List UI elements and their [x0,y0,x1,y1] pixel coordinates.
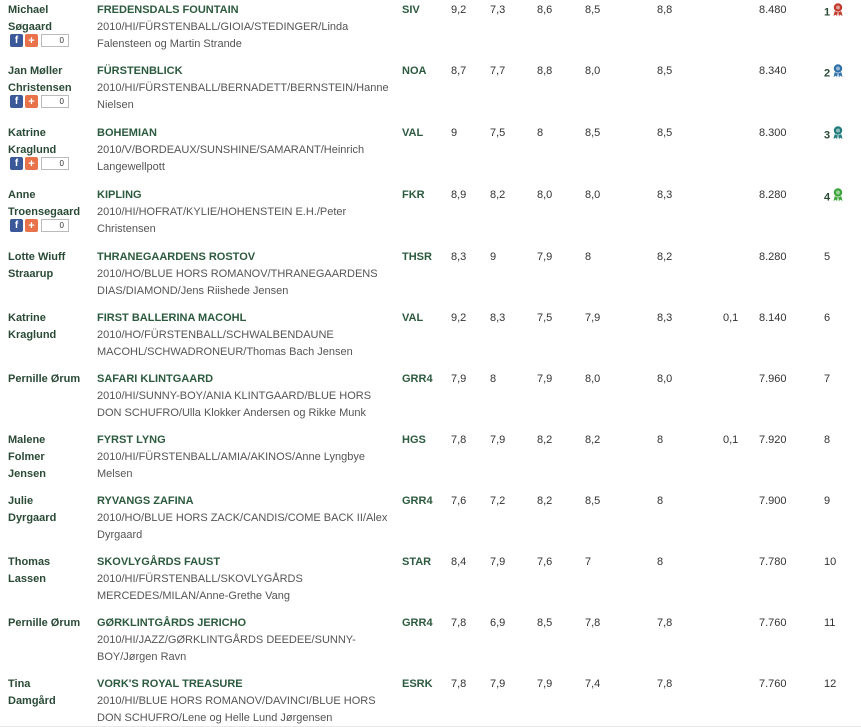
total-score: 7.920 [759,434,787,446]
score-2: 8 [490,373,497,385]
total-score: 7.760 [759,678,787,690]
placement-number: 11 [824,617,836,629]
score-3: 8,2 [537,495,553,507]
score-4: 8,0 [585,65,601,77]
horse-name[interactable]: FÜRSTENBLICK [97,65,183,77]
placement-number: 12 [824,678,837,690]
pedigree-line: 2010/HI/JAZZ/GØRKLINTGÅRDS DEEDEE/SUNNY- [97,634,356,646]
rider-name-line: Folmer [8,451,45,463]
horse-name[interactable]: RYVANGS ZAFINA [97,495,194,507]
penalty: 0,1 [723,434,739,446]
total-score: 8.280 [759,251,787,263]
social-share-bar [10,95,69,108]
score-4: 8,2 [585,434,601,446]
placement-number: 2 [824,67,831,80]
score-2: 7,7 [490,65,506,77]
rider-name-line: Dyrgaard [8,512,57,524]
placement [824,493,830,510]
pedigree-line: 2010/HI/BLUE HORS ROMANOV/DAVINCI/BLUE HORS [97,695,376,707]
rider-name-line: Søgaard [8,21,53,33]
rosette-icon [832,2,844,23]
horse-name[interactable]: FIRST BALLERINA MACOHL [97,312,247,324]
score-1: 8,9 [451,189,467,201]
pedigree-line: 2010/V/BORDEAUX/SUNSHINE/SAMARANT/Heinrich [97,144,365,156]
score-1: 9 [451,127,458,139]
pedigree-line: Melsen [97,468,133,480]
rider-name-line: Katrine [8,127,46,139]
score-5: 8 [657,495,664,507]
placement-number: 9 [824,495,831,507]
score-3: 7,9 [537,373,553,385]
google-plus-share-icon[interactable]: + [25,219,38,232]
score-1: 8,4 [451,556,467,568]
facebook-share-icon[interactable]: f [10,219,23,232]
score-5: 7,8 [657,617,673,629]
placement-number: 5 [824,251,831,263]
pedigree-line: 2010/HI/FÜRSTENBALL/AMIA/AKINOS/Anne Lyngbye [97,451,365,463]
pedigree-line: 2010/HO/FÜRSTENBALL/SCHWALBENDAUNE [97,329,334,341]
rider-name-line: Kraglund [8,144,57,156]
rider-name[interactable] [8,371,90,388]
horse-cell [97,615,392,666]
total-score: 8.140 [759,312,787,324]
social-share-bar [10,34,69,47]
horse-name[interactable]: THRANEGAARDENS ROSTOV [97,251,256,263]
horse-cell [97,676,392,727]
social-share-bar [10,219,69,232]
club-code: NOA [402,65,427,77]
total-score: 7.780 [759,556,787,568]
total-score: 8.300 [759,127,787,139]
score-3: 7,9 [537,251,553,263]
horse-name[interactable]: FYRST LYNG [97,434,166,446]
share-count: 0 [41,34,69,47]
horse-name[interactable]: SAFARI KLINTGAARD [97,373,214,385]
score-5: 8,5 [657,65,673,77]
score-5: 8,3 [657,189,673,201]
score-1: 7,8 [451,678,467,690]
score-2: 6,9 [490,617,506,629]
placement [824,249,830,266]
share-count: 0 [41,219,69,232]
club-code: ESRK [402,678,433,690]
score-1: 7,8 [451,434,467,446]
placement-number: 6 [824,312,831,324]
pedigree-line: 2010/HI/FÜRSTENBALL/BERNADETT/BERNSTEIN/Hanne [97,82,389,94]
penalty: 0,1 [723,312,739,324]
social-share-bar [10,157,69,170]
horse-cell [97,249,392,300]
placement [824,615,835,632]
horse-cell [97,63,392,114]
horse-cell [97,187,392,238]
score-1: 7,9 [451,373,467,385]
total-score: 7.760 [759,617,787,629]
pedigree-line: 2010/HO/BLUE HORS ZACK/CANDIS/COME BACK II/Alex [97,512,388,524]
pedigree-line: DON SCHUFRO/Lene og Helle Lund Jørgensen [97,712,333,724]
horse-name[interactable]: KIPLING [97,189,142,201]
score-2: 8,3 [490,312,506,324]
rider-name-line: Kraglund [8,329,57,341]
rosette-icon [832,63,844,84]
placement-number: 7 [824,373,831,385]
pedigree-line: 2010/HI/HOFRAT/KYLIE/HOHENSTEIN E.H./Peter [97,206,347,218]
club-code: FKR [402,189,425,201]
score-5: 8,5 [657,127,673,139]
rider-name-line: Malene [8,434,46,446]
score-5: 8 [657,434,664,446]
score-4: 8,5 [585,495,601,507]
score-3: 7,6 [537,556,553,568]
horse-cell [97,432,392,483]
rosette-icon [832,187,844,208]
club-code: HGS [402,434,426,446]
score-1: 8,3 [451,251,467,263]
score-5: 8 [657,556,664,568]
score-2: 8,2 [490,189,506,201]
table-row [0,181,861,244]
score-2: 7,9 [490,678,506,690]
score-3: 8,5 [537,617,553,629]
google-plus-share-icon[interactable]: + [25,34,38,47]
pedigree-line: Christensen [97,223,156,235]
share-count: 0 [41,95,69,108]
score-4: 7,4 [585,678,601,690]
placement [824,187,844,208]
horse-cell [97,371,392,422]
score-2: 7,9 [490,434,506,446]
placement [824,554,836,571]
score-2: 7,2 [490,495,506,507]
total-score: 8.340 [759,65,787,77]
placement [824,371,830,388]
club-code: SIV [402,4,420,16]
score-5: 7,8 [657,678,673,690]
total-score: 7.900 [759,495,787,507]
score-3: 8,2 [537,434,553,446]
rider-name[interactable] [8,125,90,159]
rider-name-line: Anne [8,189,36,201]
placement [824,310,830,327]
score-5: 8,3 [657,312,673,324]
rider-name-line: Lassen [8,573,46,585]
rider-name[interactable] [8,615,90,632]
club-code: STAR [402,556,432,568]
table-row [0,57,861,120]
total-score: 8.480 [759,4,787,16]
rider-name[interactable] [8,63,90,97]
pedigree-line: 2010/HI/FÜRSTENBALL/SKOVLYGÅRDS [97,573,303,585]
pedigree-line: MERCEDES/MILAN/Anne-Grethe Vang [97,590,290,602]
club-code: GRR4 [402,617,433,629]
table-row [0,487,861,549]
rider-name[interactable] [8,493,90,527]
table-row [0,426,861,488]
facebook-share-icon[interactable]: f [10,95,23,108]
score-1: 9,2 [451,4,467,16]
horse-name[interactable]: VORK'S ROYAL TREASURE [97,678,243,690]
google-plus-share-icon[interactable]: + [25,95,38,108]
score-4: 7,8 [585,617,601,629]
score-2: 7,3 [490,4,506,16]
rider-name[interactable] [8,554,90,588]
rider-name[interactable] [8,187,90,221]
table-row [0,0,861,58]
rider-name-line: Jan Møller [8,65,63,77]
score-2: 7,9 [490,556,506,568]
score-4: 8,0 [585,373,601,385]
total-score: 8.280 [759,189,787,201]
rider-name[interactable] [8,310,90,344]
pedigree-line: 2010/HO/BLUE HORS ROMANOV/THRANEGAARDENS [97,268,378,280]
pedigree-line: BOY/Jørgen Ravn [97,651,187,663]
club-code: THSR [402,251,432,263]
score-1: 8,7 [451,65,467,77]
club-code: VAL [402,312,424,324]
rider-name-line: Julie [8,495,34,507]
pedigree-line: Nielsen [97,99,134,111]
score-3: 8,8 [537,65,553,77]
score-2: 9 [490,251,497,263]
rider-name-line: Thomas [8,556,51,568]
total-score: 7.960 [759,373,787,385]
placement [824,2,844,23]
table-row [0,304,861,366]
pedigree-line: DIAS/DIAMOND/Jens Riishede Jensen [97,285,289,297]
rider-name-line: Katrine [8,312,46,324]
horse-cell [97,310,392,361]
rider-name-line: Pernille Ørum [8,373,81,385]
rosette-icon [832,125,844,146]
rider-name[interactable] [8,2,90,36]
horse-cell [97,2,392,53]
score-5: 8,8 [657,4,673,16]
facebook-share-icon[interactable]: f [10,34,23,47]
google-plus-share-icon[interactable]: + [25,157,38,170]
placement-number: 1 [824,6,831,19]
pedigree-line: Falensteen og Martin Strande [97,38,242,50]
score-4: 7 [585,556,592,568]
score-3: 8,0 [537,189,553,201]
pedigree-line: DON SCHUFRO/Ulla Klokker Andersen og Rikke Munk [97,407,366,419]
placement [824,676,836,693]
score-4: 8,5 [585,127,601,139]
share-count: 0 [41,157,69,170]
placement-number: 3 [824,129,831,142]
score-2: 7,5 [490,127,506,139]
horse-name[interactable]: GØRKLINTGÅRDS JERICHO [97,617,247,629]
club-code: VAL [402,127,424,139]
placement [824,63,844,84]
rider-name[interactable] [8,249,90,283]
horse-name[interactable]: BOHEMIAN [97,127,157,139]
score-5: 8,0 [657,373,673,385]
placement [824,125,844,146]
pedigree-line: 2010/HI/FÜRSTENBALL/GIOIA/STEDINGER/Linda [97,21,349,33]
rider-name-line: Troensegaard [8,206,81,218]
score-5: 8,2 [657,251,673,263]
rider-name[interactable] [8,432,90,483]
score-4: 8 [585,251,592,263]
table-row [0,609,861,671]
rider-name-line: Damgård [8,695,56,707]
score-3: 8,6 [537,4,553,16]
horse-name[interactable]: FREDENSDALS FOUNTAIN [97,4,239,16]
table-row [0,365,861,427]
score-3: 7,5 [537,312,553,324]
club-code: GRR4 [402,373,433,385]
rider-name-line: Tina [8,678,31,690]
score-4: 7,9 [585,312,601,324]
score-4: 8,0 [585,189,601,201]
table-row [0,670,861,727]
pedigree-line: MACOHL/SCHWADRONEUR/Thomas Bach Jensen [97,346,353,358]
score-4: 8,5 [585,4,601,16]
rider-name[interactable] [8,676,90,710]
club-code: GRR4 [402,495,433,507]
table-row [0,243,861,305]
horse-cell [97,554,392,605]
table-row [0,119,861,182]
placement-number: 8 [824,434,831,446]
score-1: 9,2 [451,312,467,324]
rider-name-line: Straarup [8,268,54,280]
score-3: 8 [537,127,544,139]
score-1: 7,6 [451,495,467,507]
rider-name-line: Christensen [8,82,72,94]
table-row [0,548,861,610]
pedigree-line: Langewellpott [97,161,165,173]
facebook-share-icon[interactable]: f [10,157,23,170]
rider-name-line: Lotte Wiuff [8,251,66,263]
placement-number: 4 [824,191,831,204]
horse-name[interactable]: SKOVLYGÅRDS FAUST [97,556,221,568]
pedigree-line: Dyrgaard [97,529,143,541]
score-1: 7,8 [451,617,467,629]
rider-name-line: Jensen [8,468,46,480]
horse-cell [97,125,392,176]
rider-name-line: Michael [8,4,49,16]
rider-name-line: Pernille Ørum [8,617,81,629]
pedigree-line: 2010/HI/SUNNY-BOY/ANIA KLINTGAARD/BLUE HORS [97,390,372,402]
placement [824,432,830,449]
placement-number: 10 [824,556,837,568]
score-3: 7,9 [537,678,553,690]
horse-cell [97,493,392,544]
